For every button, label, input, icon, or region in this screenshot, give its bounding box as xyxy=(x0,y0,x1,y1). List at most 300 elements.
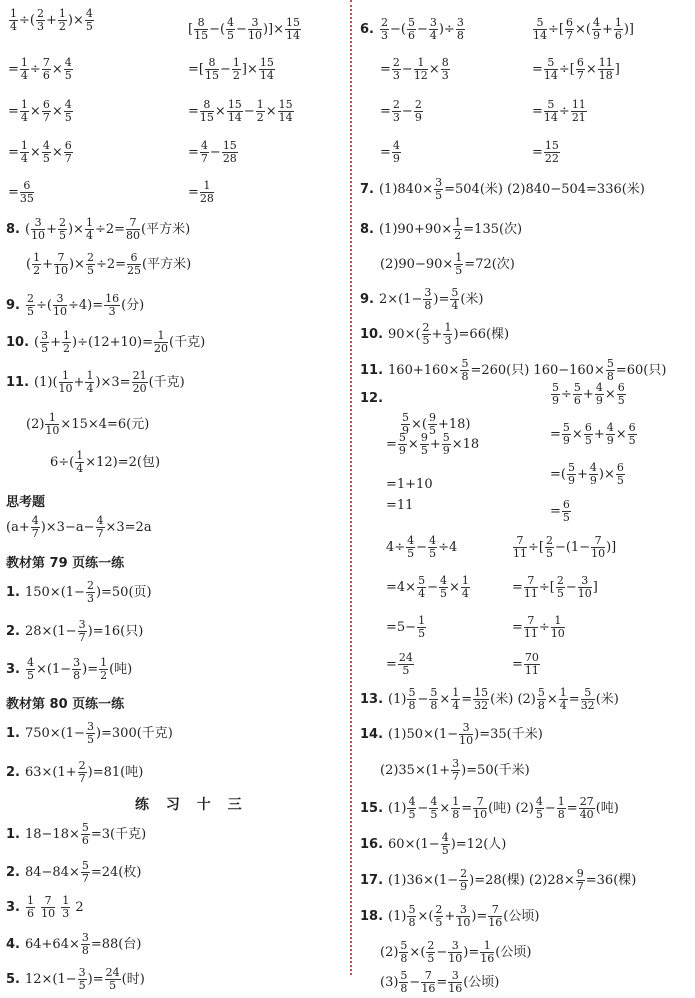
numerator: 2 xyxy=(78,759,86,772)
numerator: 5 xyxy=(400,969,408,982)
denominator: 5 xyxy=(535,808,543,821)
fraction xyxy=(248,17,262,42)
fraction xyxy=(606,422,615,447)
answer-line xyxy=(386,430,479,460)
answer-line xyxy=(360,175,645,205)
fraction xyxy=(551,382,560,407)
denominator: 4 xyxy=(20,111,28,124)
expression-text: 160+160× xyxy=(388,363,460,378)
fraction xyxy=(285,17,301,42)
numerator: 4 xyxy=(589,461,597,474)
numerator: 3 xyxy=(459,722,473,735)
expression-text: − xyxy=(417,801,429,816)
numerator: 7 xyxy=(126,217,140,230)
denominator: 5 xyxy=(441,844,449,857)
expression-text: + xyxy=(582,387,594,402)
expression-text: × xyxy=(51,145,63,160)
numerator: 8 xyxy=(194,17,208,30)
expression-text: (米) (2) xyxy=(490,692,536,707)
expression-text: ÷ xyxy=(561,387,572,402)
answer-line xyxy=(6,893,84,923)
numerator: 3 xyxy=(73,656,81,669)
answer-line xyxy=(380,138,402,168)
denominator: 4 xyxy=(86,382,94,395)
denominator: 11 xyxy=(523,627,538,640)
numerator: 7 xyxy=(54,252,68,265)
expression-text: − xyxy=(416,540,428,555)
expression-text: 28×(1− xyxy=(24,624,77,639)
denominator: 5 xyxy=(427,952,435,965)
expression-text: = xyxy=(386,437,397,452)
fraction xyxy=(573,382,582,407)
expression-text: 90×( xyxy=(388,327,421,342)
question-number: 9. xyxy=(6,298,20,313)
answer-line xyxy=(6,965,145,995)
fraction xyxy=(72,657,81,682)
expression-text: )=66(棵) xyxy=(453,327,510,342)
denominator: 7 xyxy=(64,152,72,165)
numerator: 2 xyxy=(392,56,400,69)
numerator: 1 xyxy=(614,16,622,29)
fraction xyxy=(392,140,401,165)
denominator: 6 xyxy=(407,29,415,42)
numerator: 5 xyxy=(567,461,575,474)
expression-text: ×( xyxy=(574,22,591,37)
denominator: 15 xyxy=(194,29,209,42)
answer-line xyxy=(360,866,636,896)
answer-line xyxy=(6,820,146,850)
expression-text: (2) xyxy=(26,417,45,432)
numerator: 5 xyxy=(544,57,558,70)
answer-line xyxy=(6,719,173,749)
numerator: 5 xyxy=(552,381,559,394)
fraction xyxy=(205,57,219,82)
denominator: 7 xyxy=(200,152,208,165)
denominator: 4 xyxy=(85,229,93,242)
fraction xyxy=(551,615,565,640)
answer-line xyxy=(188,15,302,45)
fraction xyxy=(617,382,626,407)
expression-text: 6÷( xyxy=(50,455,75,470)
denominator: 5 xyxy=(430,808,438,821)
numerator: 2 xyxy=(380,16,388,29)
question-number: 10. xyxy=(360,327,384,342)
numerator: 4 xyxy=(64,98,72,111)
fraction xyxy=(417,575,426,600)
fraction xyxy=(407,796,416,821)
denominator: 5 xyxy=(616,474,624,487)
answer-line xyxy=(6,690,124,720)
expression-text: = xyxy=(532,62,543,77)
numerator: 4 xyxy=(441,831,449,844)
numerator: 3 xyxy=(78,966,86,979)
fraction xyxy=(450,287,459,312)
denominator: 18 xyxy=(598,69,613,82)
denominator: 9 xyxy=(460,880,468,893)
denominator: 8 xyxy=(461,370,469,383)
expression-text: ]× xyxy=(241,62,258,77)
numerator: 5 xyxy=(533,17,547,30)
expression-text: × xyxy=(29,104,41,119)
expression-text: )= xyxy=(87,972,104,987)
fraction xyxy=(42,140,51,165)
expression-text: ÷[ xyxy=(548,22,564,37)
denominator: 2 xyxy=(100,669,108,682)
fraction xyxy=(429,687,438,712)
fraction xyxy=(61,895,70,920)
numerator: 1 xyxy=(26,894,34,907)
numerator: 6 xyxy=(42,98,50,111)
denominator: 7 xyxy=(42,111,50,124)
expression-text: (分) xyxy=(121,298,145,313)
expression-text: (1)90+90× xyxy=(378,222,453,237)
numerator: 3 xyxy=(452,757,460,770)
numerator: 1 xyxy=(154,330,168,343)
numerator: 7 xyxy=(473,796,487,809)
numerator: 4 xyxy=(227,16,235,29)
denominator: 11 xyxy=(513,547,527,560)
fraction xyxy=(53,293,67,318)
answer-line xyxy=(50,448,160,478)
expression-text: )= xyxy=(82,662,99,677)
question-number: 16. xyxy=(360,837,384,852)
expression-text: ( xyxy=(24,222,31,237)
fraction xyxy=(86,721,95,746)
fraction xyxy=(459,868,468,893)
numerator: 3 xyxy=(424,286,432,299)
expression-text: (3) xyxy=(380,975,399,990)
expression-text: =135(次) xyxy=(463,222,523,237)
expression-text: )] xyxy=(623,22,634,37)
expression-text: − xyxy=(401,62,413,77)
numerator: 6 xyxy=(127,252,141,265)
numerator: 1 xyxy=(418,614,426,627)
question-number: 8. xyxy=(6,222,20,237)
expression-text: )= xyxy=(471,909,488,924)
denominator: 35 xyxy=(19,192,34,205)
expression-text: − xyxy=(565,580,577,595)
numerator: 1 xyxy=(559,686,567,699)
denominator: 8 xyxy=(400,952,408,965)
fraction xyxy=(232,57,241,82)
numerator: 4 xyxy=(42,139,50,152)
answer-line xyxy=(8,97,74,127)
fraction xyxy=(104,293,120,318)
fraction xyxy=(9,8,18,33)
expression-text: ÷2= xyxy=(94,222,125,237)
fraction xyxy=(31,217,45,242)
denominator: 21 xyxy=(571,111,586,124)
numerator: 1 xyxy=(86,369,94,382)
denominator: 8 xyxy=(430,699,438,712)
expression-text: = xyxy=(568,692,580,707)
denominator: 10 xyxy=(41,907,56,920)
denominator: 7 xyxy=(78,631,86,644)
fraction xyxy=(85,8,94,33)
expression-text: ( xyxy=(26,257,32,272)
fraction xyxy=(62,330,71,355)
numerator: 4 xyxy=(392,139,400,152)
denominator: 8 xyxy=(73,669,81,682)
denominator: 2 xyxy=(33,264,41,277)
denominator: 15 xyxy=(204,69,219,82)
column-divider xyxy=(350,0,352,975)
fraction xyxy=(20,180,34,205)
fraction xyxy=(456,904,470,929)
expression-text: = xyxy=(188,145,199,160)
denominator: 5 xyxy=(584,434,592,447)
expression-text: ×18 xyxy=(451,437,480,452)
expression-text: )×3−a− xyxy=(40,520,95,535)
expression-text: =88(台) xyxy=(90,937,142,952)
denominator: 6 xyxy=(26,907,34,920)
fraction xyxy=(85,370,94,395)
expression-text: ] xyxy=(592,580,598,595)
expression-text: ×15×4=6(元) xyxy=(60,417,150,432)
denominator: 16 xyxy=(488,916,503,929)
question-number: 14. xyxy=(360,727,384,742)
numerator: 4 xyxy=(408,795,416,808)
numerator: 3 xyxy=(456,904,470,917)
denominator: 5 xyxy=(435,916,443,929)
question-number: 3. xyxy=(6,900,20,915)
numerator: 3 xyxy=(81,931,89,944)
expression-text: + xyxy=(46,222,57,237)
denominator: 6 xyxy=(614,29,622,42)
question-number: 2. xyxy=(6,765,20,780)
fraction xyxy=(392,57,401,82)
numerator: 11 xyxy=(598,56,613,69)
expression-text: (1)840× xyxy=(378,182,434,197)
fraction xyxy=(439,575,448,600)
denominator: 10 xyxy=(31,229,46,242)
expression-text: (吨) (2) xyxy=(488,801,534,816)
expression-text: −( xyxy=(389,22,406,37)
expression-text: − xyxy=(243,104,255,119)
numerator: 6 xyxy=(562,498,570,511)
fraction xyxy=(592,17,601,42)
expression-text: )× xyxy=(68,257,85,272)
fraction xyxy=(36,8,45,33)
expression-text: − xyxy=(427,580,438,595)
numerator: 7 xyxy=(41,895,55,908)
numerator: 2 xyxy=(26,292,34,305)
numerator: 2 xyxy=(86,251,94,264)
question-number: 8. xyxy=(360,222,374,237)
numerator: 5 xyxy=(430,686,438,699)
denominator: 6 xyxy=(81,834,89,847)
denominator: 22 xyxy=(544,152,559,165)
numerator: 5 xyxy=(562,421,570,434)
denominator: 32 xyxy=(580,699,595,712)
expression-text: + xyxy=(576,467,588,482)
expression-text: 64+64× xyxy=(24,937,80,952)
answer-line xyxy=(188,138,239,168)
denominator: 15 xyxy=(199,111,214,124)
question-number: 2. xyxy=(6,624,20,639)
answer-line xyxy=(6,578,152,608)
denominator: 9 xyxy=(567,474,575,487)
numerator: 1 xyxy=(480,940,494,953)
numerator: 9 xyxy=(420,431,428,444)
fraction xyxy=(222,140,238,165)
answer-line xyxy=(532,15,634,45)
denominator: 4 xyxy=(418,587,426,600)
fraction xyxy=(99,657,108,682)
numerator: 7 xyxy=(591,535,605,548)
left-column xyxy=(0,0,348,992)
answer-line xyxy=(512,533,616,563)
denominator: 28 xyxy=(199,192,214,205)
fraction xyxy=(200,140,209,165)
numerator: 4 xyxy=(430,795,438,808)
fraction xyxy=(459,722,473,747)
fraction xyxy=(614,17,623,42)
numerator: 5 xyxy=(581,687,595,700)
numerator: 2 xyxy=(435,903,443,916)
numerator: 4 xyxy=(85,7,93,20)
expression-text: )× xyxy=(598,467,615,482)
expression-text: (吨) xyxy=(595,801,619,816)
fraction xyxy=(26,895,35,920)
fraction xyxy=(398,432,407,457)
denominator: 3 xyxy=(444,334,452,347)
expression-text: )=35(千米) xyxy=(474,727,543,742)
numerator: 2 xyxy=(545,534,553,547)
numerator: 1 xyxy=(33,251,41,264)
expression-text: = xyxy=(512,620,523,635)
numerator: 1 xyxy=(414,57,428,70)
fraction xyxy=(81,860,90,885)
fraction xyxy=(591,535,605,560)
answer-line xyxy=(26,410,149,440)
numerator: 1 xyxy=(63,329,71,342)
numerator: 1 xyxy=(59,370,73,383)
numerator: 3 xyxy=(448,940,462,953)
denominator: 5 xyxy=(41,342,49,355)
denominator: 8 xyxy=(408,916,416,929)
answer-line xyxy=(6,549,124,579)
expression-text: = xyxy=(461,801,473,816)
answer-line xyxy=(360,285,484,315)
answer-line xyxy=(8,6,95,36)
expression-text: )= xyxy=(463,945,480,960)
expression-text: −(1− xyxy=(554,540,591,555)
denominator: 14 xyxy=(259,69,274,82)
denominator: 7 xyxy=(565,29,573,42)
denominator: 2 xyxy=(58,20,66,33)
denominator: 14 xyxy=(227,111,242,124)
denominator: 32 xyxy=(474,699,489,712)
numerator: 16 xyxy=(105,292,120,305)
fraction xyxy=(407,687,416,712)
expression-text: (1) xyxy=(388,801,407,816)
expression-text: (1) xyxy=(388,909,407,924)
fraction xyxy=(20,57,29,82)
question-number: 1. xyxy=(6,585,20,600)
expression-text: = xyxy=(550,427,561,442)
fraction xyxy=(480,940,494,965)
expression-text: − xyxy=(209,145,221,160)
denominator: 12 xyxy=(413,69,428,82)
numerator: 1 xyxy=(20,139,28,152)
answer-line xyxy=(6,368,185,398)
fraction xyxy=(20,140,29,165)
expression-text: 84−84× xyxy=(24,865,80,880)
question-number: 1. xyxy=(6,726,20,741)
denominator: 14 xyxy=(286,29,300,42)
expression-text: ÷[ xyxy=(558,62,575,77)
fraction xyxy=(460,358,469,383)
expression-text: ×( xyxy=(417,909,434,924)
fraction xyxy=(380,17,389,42)
denominator: 9 xyxy=(402,424,409,437)
expression-text: × xyxy=(439,692,451,707)
numerator: 5 xyxy=(400,939,408,952)
numerator: 9 xyxy=(428,411,436,424)
expression-text: = xyxy=(8,145,19,160)
expression-text: )÷ xyxy=(438,22,455,37)
numerator: 5 xyxy=(451,286,459,299)
fraction xyxy=(54,252,68,277)
expression-text: = xyxy=(380,62,391,77)
fraction xyxy=(132,370,148,395)
fraction xyxy=(581,687,595,712)
fraction xyxy=(407,17,416,42)
answer-line xyxy=(532,97,588,127)
fraction xyxy=(398,652,414,677)
denominator: 5 xyxy=(556,587,564,600)
expression-text: (1)36×(1− xyxy=(388,873,459,888)
fraction xyxy=(40,330,49,355)
numerator: 2 xyxy=(392,98,400,111)
denominator: 4 xyxy=(429,29,437,42)
fraction xyxy=(441,832,450,857)
denominator: 5 xyxy=(420,444,428,457)
numerator: 4 xyxy=(407,534,415,547)
numerator: 3 xyxy=(86,720,94,733)
numerator: 4 xyxy=(592,16,600,29)
numerator: 5 xyxy=(537,686,545,699)
fraction xyxy=(42,57,51,82)
denominator: 10 xyxy=(591,547,606,560)
answer-line xyxy=(6,328,205,358)
expression-text: =5− xyxy=(386,620,417,635)
fraction xyxy=(473,796,487,821)
expression-text: (2)35×(1+ xyxy=(380,763,451,778)
expression-text: 教材第 80 页练一练 xyxy=(6,697,125,712)
numerator: 70 xyxy=(524,651,539,664)
answer-line xyxy=(386,650,415,680)
answer-line xyxy=(6,858,141,888)
expression-text: )×3= xyxy=(95,375,131,390)
numerator: 5 xyxy=(418,574,426,587)
denominator: 9 xyxy=(414,111,422,124)
numerator: 5 xyxy=(398,431,406,444)
expression-text: (时) xyxy=(121,972,145,987)
numerator: 4 xyxy=(64,56,72,69)
denominator: 7 xyxy=(576,69,584,82)
fraction xyxy=(200,180,214,205)
answer-line xyxy=(360,15,466,45)
answer-line xyxy=(188,178,215,208)
answer-line xyxy=(512,613,566,643)
expression-text: (公顷) xyxy=(463,975,500,990)
numerator: 7 xyxy=(524,615,538,628)
expression-text: )÷(12+10)= xyxy=(72,335,153,350)
fraction xyxy=(565,17,574,42)
expression-text: )=50(页) xyxy=(95,585,152,600)
